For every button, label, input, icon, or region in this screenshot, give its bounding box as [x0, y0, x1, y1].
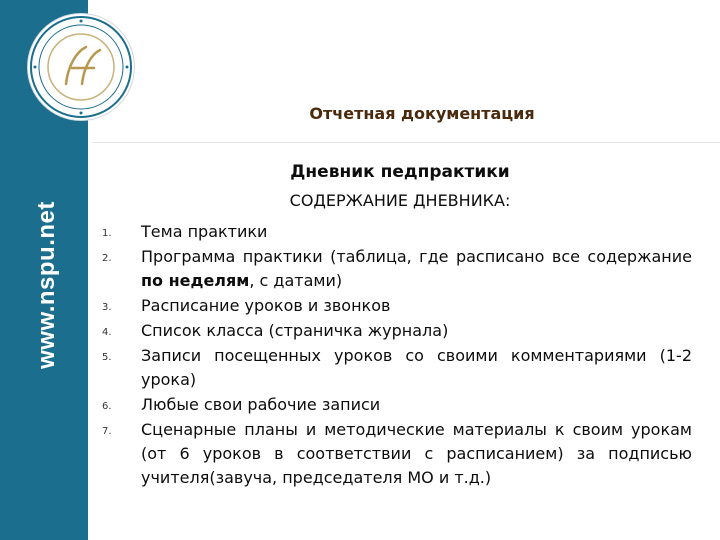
list-item: [102, 245, 692, 293]
list-item-number: 7.: [102, 426, 112, 437]
list-item: [102, 294, 692, 318]
list-item-number: 3.: [102, 302, 112, 313]
section-subheading: СОДЕРЖАНИЕ ДНЕВНИКА:: [289, 191, 511, 210]
site-url-text: www.nspu.net: [33, 201, 60, 369]
site-url: [18, 190, 76, 380]
page-title: Отчетная документация: [309, 104, 535, 123]
list-item: [102, 319, 692, 343]
list-item-text: по неделям: [141, 271, 250, 290]
list-item-text: Записи посещенных уроков со своими комментариями (1-2 урока): [141, 346, 692, 389]
list-item-text: Сценарные планы и методические материалы к своим урокам (от 6 уроков в соответствии с расписанием) за подписью учителя(завуча, председателя МО и т.д.): [141, 420, 692, 487]
list-item-text: Список класса (страничка журнала): [141, 321, 449, 340]
header-divider: [92, 142, 720, 143]
list-item-text: Любые свои рабочие записи: [141, 395, 381, 414]
section-heading: Дневник педпрактики: [290, 162, 510, 182]
list-item-number: 6.: [102, 401, 112, 412]
contents-list: [102, 220, 692, 490]
list-item: [102, 220, 692, 244]
list-item: [102, 393, 692, 417]
list-item-text: , с датами): [249, 271, 343, 290]
list-item: [102, 418, 692, 490]
list-item-number: 2.: [102, 253, 112, 264]
list-item-text: Расписание уроков и звонков: [141, 296, 391, 315]
list-item-number: 1.: [102, 228, 112, 239]
list-item: [102, 344, 692, 392]
list-item-text: Тема практики: [141, 222, 268, 241]
list-item-number: 5.: [102, 352, 112, 363]
list-item-text: Программа практики (таблица, где расписано все содержание: [141, 247, 692, 266]
list-item-number: 4.: [102, 327, 112, 338]
university-logo: [28, 14, 134, 120]
